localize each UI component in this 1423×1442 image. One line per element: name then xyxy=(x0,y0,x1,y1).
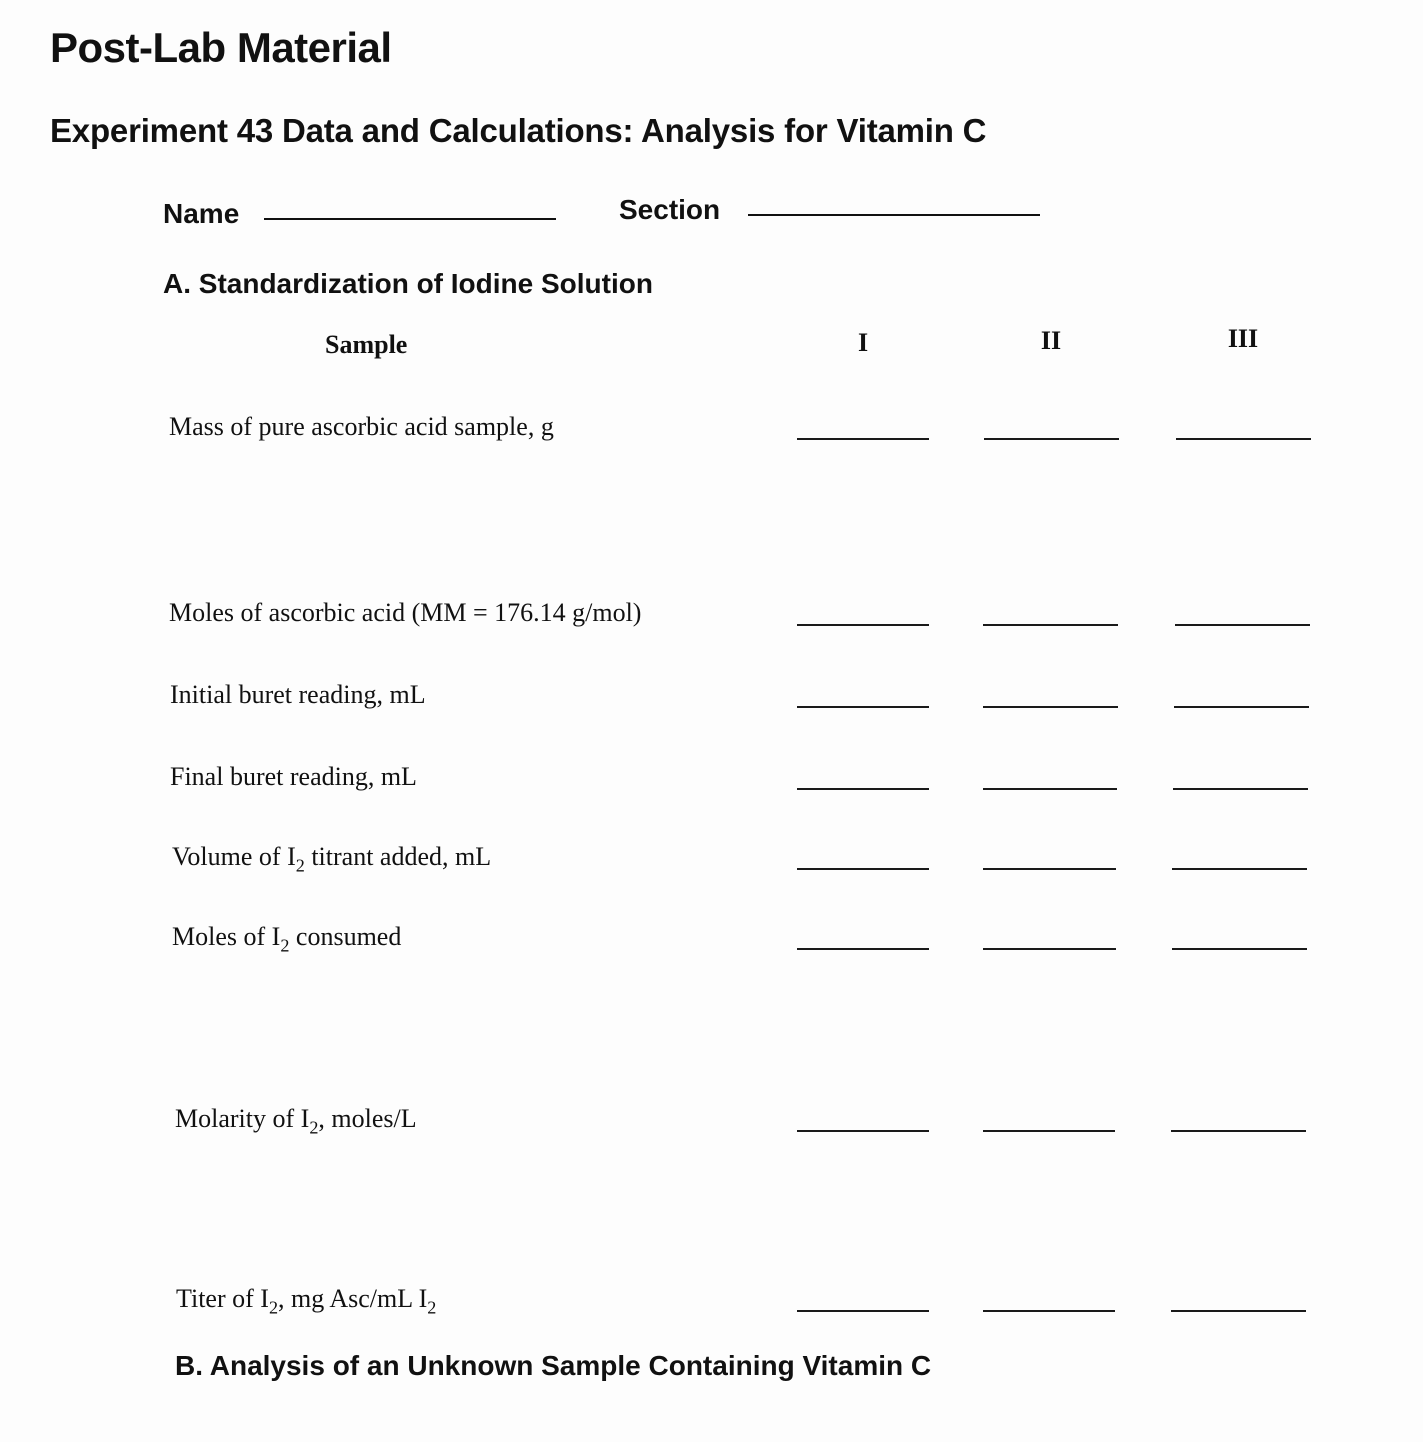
section-b-heading: B. Analysis of an Unknown Sample Containing Vitamin C xyxy=(175,1350,932,1381)
answer-blank-i[interactable] xyxy=(797,948,929,950)
name-label: Name xyxy=(163,198,240,229)
answer-blank-i[interactable] xyxy=(797,624,929,626)
answer-blank-i[interactable] xyxy=(797,706,929,708)
row-label xyxy=(169,598,641,628)
label-text: titrant added, mL xyxy=(304,842,492,871)
column-header-ii: II xyxy=(1040,326,1062,355)
answer-blank-ii[interactable] xyxy=(983,868,1116,870)
page-title: Post-Lab Material xyxy=(50,24,392,71)
label-text: , mg Asc/mL I xyxy=(278,1284,428,1313)
row-label xyxy=(175,1104,417,1138)
answer-blank-i[interactable] xyxy=(797,788,929,790)
answer-blank-iii[interactable] xyxy=(1172,868,1307,870)
label-text: Mass of pure ascorbic acid sample, g xyxy=(169,412,554,441)
answer-blank-iii[interactable] xyxy=(1173,788,1308,790)
label-text: consumed xyxy=(289,922,402,951)
row-label xyxy=(169,412,554,442)
subscript: 2 xyxy=(427,1297,437,1318)
row-label xyxy=(170,680,426,710)
subscript: 2 xyxy=(295,855,305,876)
column-header-i: I xyxy=(857,328,869,357)
subscript: 2 xyxy=(268,1297,279,1318)
label-text: Volume of I xyxy=(172,842,296,871)
answer-blank-iii[interactable] xyxy=(1171,1130,1306,1132)
row-label xyxy=(170,762,417,792)
section-label: Section xyxy=(619,194,721,225)
answer-blank-i[interactable] xyxy=(797,1130,929,1132)
label-text: Titer of I xyxy=(176,1284,269,1313)
answer-blank-ii[interactable] xyxy=(983,1130,1115,1132)
row-label xyxy=(172,922,402,956)
row-label xyxy=(176,1284,437,1318)
answer-blank-iii[interactable] xyxy=(1171,1310,1306,1312)
sample-column-header: Sample xyxy=(325,330,408,359)
subscript: 2 xyxy=(280,935,290,956)
answer-blank-iii[interactable] xyxy=(1176,438,1311,440)
answer-blank-ii[interactable] xyxy=(983,624,1118,626)
answer-blank-iii[interactable] xyxy=(1172,948,1307,950)
subscript: 2 xyxy=(309,1117,319,1138)
answer-blank-ii[interactable] xyxy=(983,706,1118,708)
answer-blank-i[interactable] xyxy=(797,1310,929,1312)
answer-blank-ii[interactable] xyxy=(983,788,1117,790)
section-field[interactable] xyxy=(748,214,1040,216)
answer-blank-i[interactable] xyxy=(797,438,929,440)
row-label xyxy=(172,842,492,876)
answer-blank-i[interactable] xyxy=(797,868,929,870)
label-text: Initial buret reading, mL xyxy=(170,680,426,709)
experiment-title: Experiment 43 Data and Calculations: Analysis for Vitamin C xyxy=(50,112,987,149)
answer-blank-ii[interactable] xyxy=(984,438,1119,440)
label-text: Moles of ascorbic acid (MM = 176.14 g/mol) xyxy=(169,598,642,627)
name-field[interactable] xyxy=(264,218,556,220)
label-text: Final buret reading, mL xyxy=(170,762,417,791)
column-header-iii: III xyxy=(1227,324,1259,353)
section-a-heading: A. Standardization of Iodine Solution xyxy=(163,268,653,299)
answer-blank-ii[interactable] xyxy=(983,1310,1115,1312)
answer-blank-iii[interactable] xyxy=(1174,706,1309,708)
answer-blank-iii[interactable] xyxy=(1175,624,1310,626)
label-text: Moles of I xyxy=(172,922,281,951)
answer-blank-ii[interactable] xyxy=(983,948,1116,950)
label-text: , moles/L xyxy=(318,1104,417,1133)
label-text: Molarity of I xyxy=(175,1104,310,1133)
